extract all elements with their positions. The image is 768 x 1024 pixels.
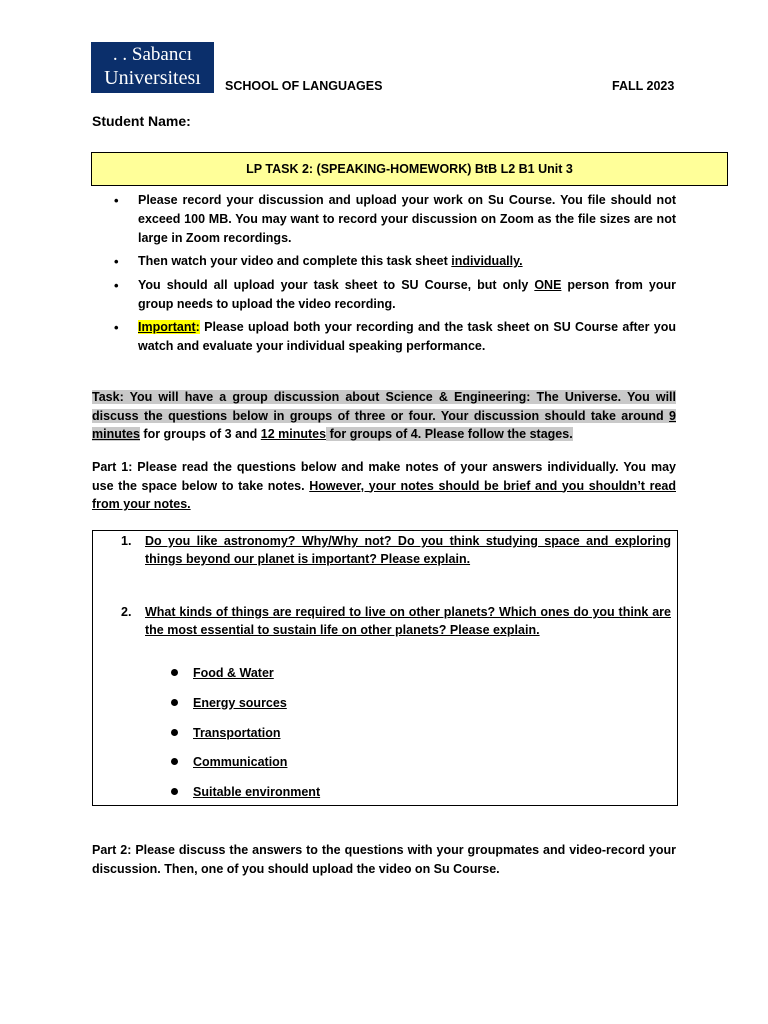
question-item (121, 603, 671, 639)
school-name: SCHOOL OF LANGUAGES (225, 79, 383, 93)
instruction-item (110, 252, 676, 271)
instruction-text: Please upload both your recording and the task sheet on SU Course after you watch and evaluate your individual speaking performance. (138, 320, 676, 353)
task-title: LP TASK 2: (SPEAKING-HOMEWORK) BtB L2 B1 Unit 3 (246, 162, 573, 176)
list-item-label: Communication (193, 755, 288, 770)
task-duration-3: 9 minutes (92, 408, 676, 441)
logo-line-2: Universitesı (104, 67, 201, 89)
instruction-item (110, 276, 676, 314)
task-text: for groups of 4. Please follow the stages. (326, 427, 573, 441)
list-item-label: Transportation (193, 725, 281, 740)
bullet-icon (171, 669, 178, 676)
question-number: 2. (121, 605, 132, 619)
task-duration-4: 12 minutes (260, 427, 327, 441)
important-highlight: Important (138, 320, 196, 334)
question-item (121, 532, 671, 568)
question-number: 1. (121, 534, 132, 548)
important-colon: : (195, 320, 200, 334)
term-label: FALL 2023 (612, 79, 675, 93)
instruction-text: person from your group needs to upload the video recording. (138, 278, 676, 311)
bullet-icon (171, 758, 178, 765)
logo-line-1: . . Sabancı (112, 44, 193, 65)
task-description (92, 388, 676, 444)
questions-box (92, 530, 678, 806)
part-1-emphasis: However, your notes should be brief and you shouldn’t read from your notes. (92, 478, 676, 511)
university-logo (91, 42, 214, 93)
instruction-emphasis: ONE (534, 278, 562, 292)
instruction-item (110, 191, 676, 248)
part-1-instructions (92, 458, 676, 514)
student-name-label: Student Name: (92, 113, 191, 129)
requirements-list (171, 664, 320, 813)
instruction-emphasis: individually. (451, 254, 523, 268)
list-item-label: Energy sources (193, 695, 287, 710)
bullet-icon (171, 729, 178, 736)
question-text: Do you like astronomy? Why/Why not? Do you think studying space and exploring things beyond our planet is important? Please explain. (145, 534, 671, 566)
instruction-list (110, 191, 676, 356)
task-text: for groups of 3 and (139, 427, 261, 441)
bullet-icon (171, 699, 178, 706)
task-title-box (91, 152, 728, 186)
list-item (171, 783, 320, 813)
list-item (171, 664, 320, 694)
list-item (171, 753, 320, 783)
list-item-label: Suitable environment (193, 785, 321, 800)
instruction-text: Then watch your video and complete this task sheet (138, 254, 452, 268)
instruction-text: You should all upload your task sheet to SU Course, but only (138, 278, 535, 292)
part-2-instructions: Part 2: Please discuss the answers to the questions with your groupmates and video-record your discussion. Then, one of you should upload the video on Su Course. (92, 843, 676, 876)
list-item-label: Food & Water (193, 666, 274, 680)
instruction-item (110, 318, 676, 356)
list-item (171, 694, 320, 724)
question-text: What kinds of things are required to live on other planets? Which ones do you think are the most essential to sustain life on other planets? Please explain. (145, 605, 671, 637)
part-1-text: Part 1: Please read the questions below and make notes of your answers individually. You may use the space below to take notes. (92, 460, 676, 493)
instruction-text: Please record your discussion and upload your work on Su Course. You file should not exceed 100 MB. You may want to record your discussion on Zoom as the file sizes are not large in Zoom recordings. (138, 193, 676, 245)
task-text: Task: You will have a group discussion about Science & Engineering: The Universe. You will discuss the questions below in groups of three or four. Your discussion should take around (92, 390, 676, 423)
bullet-icon (171, 788, 178, 795)
list-item (171, 724, 320, 754)
